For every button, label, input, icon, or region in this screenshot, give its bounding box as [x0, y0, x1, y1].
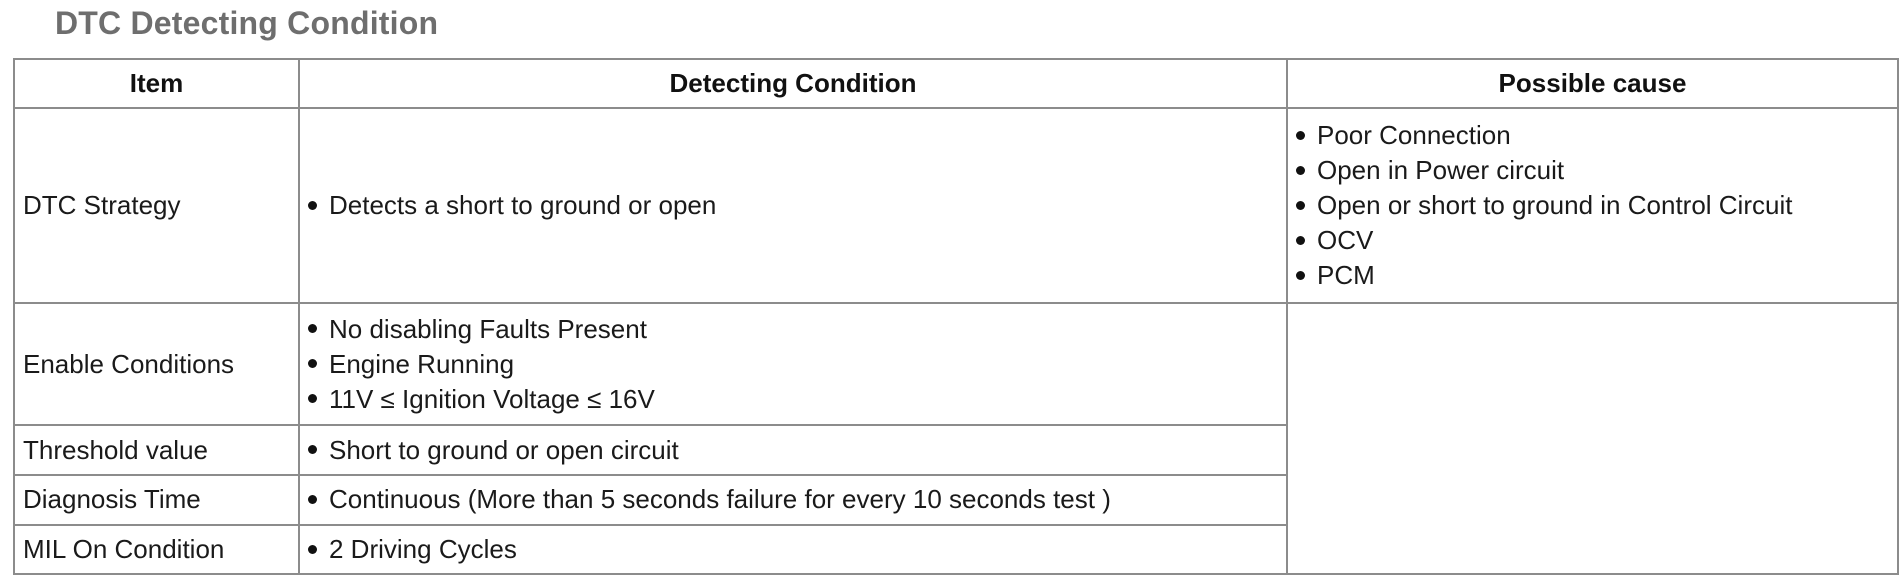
bullet-icon — [308, 394, 317, 403]
cause-text: PCM — [1317, 260, 1375, 291]
bullet-icon — [308, 445, 317, 454]
condition-cell — [299, 108, 1287, 303]
bullet-icon — [308, 359, 317, 368]
empty-cause-cell — [1287, 303, 1898, 574]
cause-text: Open in Power circuit — [1317, 155, 1565, 186]
cause-text: OCV — [1317, 225, 1374, 256]
bullet-icon — [1296, 201, 1305, 210]
list-item — [1296, 118, 1889, 153]
condition-cell — [299, 303, 1287, 425]
list-item — [308, 188, 1278, 223]
table-header-row — [14, 59, 1898, 108]
header-item: Item — [14, 59, 299, 108]
bullet-icon — [308, 545, 317, 554]
bullet-icon — [1296, 166, 1305, 175]
header-detecting-condition: Detecting Condition — [299, 59, 1287, 108]
list-item — [1296, 223, 1889, 258]
condition-text: No disabling Faults Present — [329, 313, 647, 344]
list-item — [308, 482, 1278, 517]
row-label-enable-conditions: Enable Conditions — [14, 303, 299, 425]
list-item — [308, 433, 1278, 468]
condition-cell — [299, 525, 1287, 574]
page-title: DTC Detecting Condition — [55, 5, 439, 41]
condition-text: Engine Running — [329, 348, 515, 379]
condition-text: Short to ground or open circuit — [329, 434, 679, 465]
dtc-detecting-condition-table — [13, 58, 1899, 575]
list-item — [308, 382, 1278, 417]
row-label-mil-on-condition: MIL On Condition — [14, 525, 299, 574]
row-label-dtc-strategy: DTC Strategy — [14, 108, 299, 303]
row-label-diagnosis-time: Diagnosis Time — [14, 475, 299, 525]
bullet-icon — [1296, 131, 1305, 140]
condition-text: Continuous (More than 5 seconds failure for every 10 seconds test ) — [329, 484, 1111, 515]
list-item — [308, 312, 1278, 347]
table-row — [14, 303, 1898, 425]
row-label-threshold-value: Threshold value — [14, 425, 299, 474]
bullet-icon — [1296, 236, 1305, 245]
bullet-icon — [308, 201, 317, 210]
condition-text: 11V ≤ Ignition Voltage ≤ 16V — [329, 383, 655, 414]
table-row — [14, 108, 1898, 303]
condition-cell — [299, 425, 1287, 474]
list-item — [1296, 188, 1889, 223]
cause-text: Open or short to ground in Control Circuit — [1317, 190, 1793, 221]
bullet-icon — [308, 324, 317, 333]
list-item — [1296, 153, 1889, 188]
header-possible-cause: Possible cause — [1287, 59, 1898, 108]
bullet-icon — [308, 495, 317, 504]
cause-text: Poor Connection — [1317, 120, 1511, 151]
bullet-icon — [1296, 271, 1305, 280]
condition-text: Detects a short to ground or open — [329, 190, 717, 221]
list-item — [1296, 258, 1889, 293]
condition-text: 2 Driving Cycles — [329, 533, 517, 564]
condition-cell — [299, 475, 1287, 525]
list-item — [308, 347, 1278, 382]
list-item — [308, 532, 1278, 567]
possible-cause-cell — [1287, 108, 1898, 303]
